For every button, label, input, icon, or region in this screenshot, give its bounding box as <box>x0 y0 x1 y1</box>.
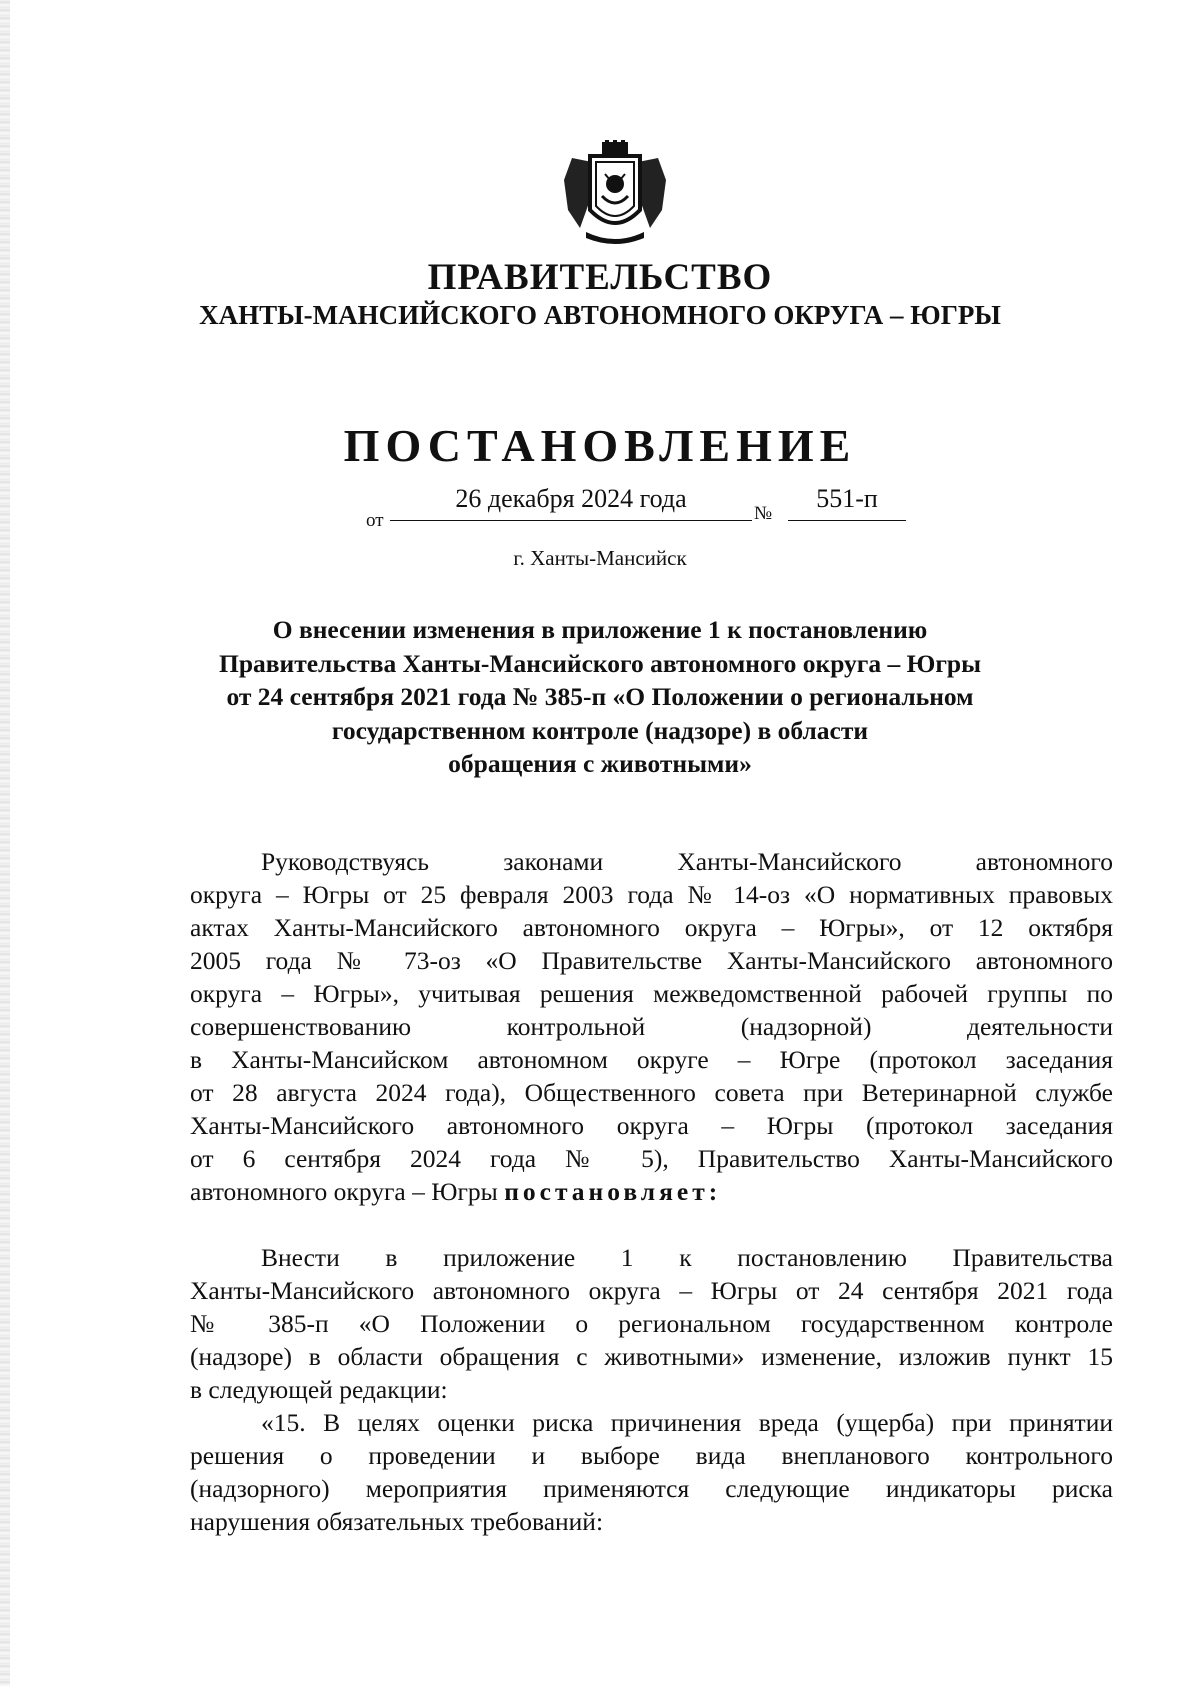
text-line: в следующей редакции: <box>190 1375 448 1404</box>
coat-of-arms-icon <box>550 140 680 250</box>
subject-line: О внесении изменения в приложение 1 к постановлению <box>272 615 928 644</box>
amendment-paragraph <box>190 1241 1113 1406</box>
subject-line: Правительства Ханты-Мансийского автономного округа – Югры <box>218 648 981 678</box>
text-line: решения о проведении и выборе вида внепланового контрольного <box>190 1441 1113 1470</box>
subject-line: обращения с животными» <box>448 749 752 778</box>
document-number: 551-п <box>816 484 878 513</box>
text-line: (надзорного) мероприятия применяются следующие индикаторы риска <box>190 1474 1113 1503</box>
date-underline <box>390 520 752 521</box>
text-line: Руководствуясь законами Ханты-Мансийского автономного <box>261 847 1113 876</box>
region-name: ХАНТЫ-МАНСИЙСКОГО АВТОНОМНОГО ОКРУГА – ЮГРЫ <box>199 300 1001 330</box>
clause-15-paragraph <box>190 1406 1113 1538</box>
text-line: Ханты-Мансийского автономного округа – Югры (протокол заседания <box>190 1111 1113 1140</box>
scan-edge <box>0 0 10 1686</box>
text-line: совершенствованию контрольной (надзорной) деятельности <box>190 1012 1113 1041</box>
date-prefix: от <box>366 510 384 531</box>
subject-line: государственном контроле (надзоре) в области <box>331 715 869 745</box>
text-line: округа – Югры от 25 февраля 2003 года № 14-оз «О нормативных правовых <box>190 880 1113 909</box>
text-line: округа – Югры», учитывая решения межведомственной рабочей группы по <box>190 979 1113 1008</box>
document-date: 26 декабря 2024 года <box>455 484 687 513</box>
text-line: от 28 августа 2024 года), Общественного совета при Ветеринарной службе <box>190 1078 1113 1107</box>
text-line: в Ханты-Мансийском автономном округе – Югре (протокол заседания <box>190 1045 1113 1074</box>
text-line: «15. В целях оценки риска причинения вреда (ущерба) при принятии <box>261 1408 1113 1437</box>
closing-text: автономного округа – Югры <box>190 1177 498 1206</box>
number-underline <box>788 520 906 521</box>
document-subject <box>150 613 1050 781</box>
document-type: ПОСТАНОВЛЕНИЕ <box>343 420 857 471</box>
text-line: 2005 года № 73-оз «О Правительстве Ханты-Мансийского автономного <box>190 946 1113 975</box>
preamble-paragraph <box>190 845 1113 1208</box>
text-line: Внести в приложение 1 к постановлению Правительства <box>261 1243 1113 1272</box>
text-line: нарушения обязательных требований: <box>190 1507 604 1536</box>
text-line: от 6 сентября 2024 года № 5), Правительство Ханты-Мансийского <box>190 1144 1113 1173</box>
number-label: № <box>754 503 773 524</box>
resolves-keyword: постановляет: <box>504 1177 722 1206</box>
text-line: № 385-п «О Положении о региональном государственном контроле <box>190 1309 1113 1338</box>
subject-line: от 24 сентября 2021 года № 385-п «О Положении о региональном <box>226 682 974 711</box>
document-city: г. Ханты-Мансийск <box>513 546 687 570</box>
text-line <box>190 1175 1113 1208</box>
government-title: ПРАВИТЕЛЬСТВО <box>427 257 773 298</box>
text-line: актах Ханты-Мансийского автономного округа – Югры», от 12 октября <box>190 913 1113 942</box>
text-line: (надзоре) в области обращения с животными» изменение, изложив пункт 15 <box>190 1342 1113 1371</box>
text-line: Ханты-Мансийского автономного округа – Югры от 24 сентября 2021 года <box>190 1276 1113 1305</box>
